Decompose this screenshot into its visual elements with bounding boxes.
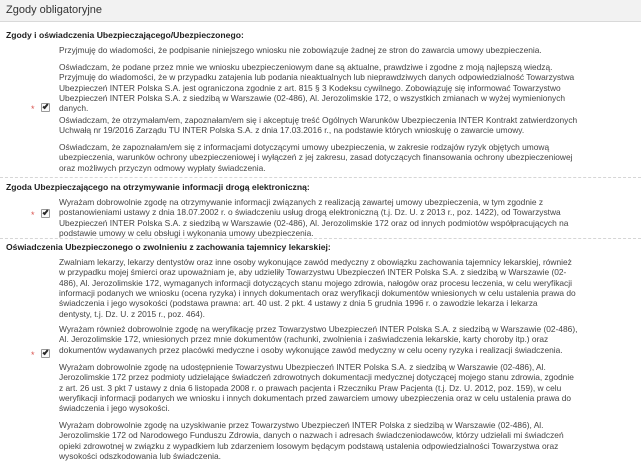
section-title-medical-secrecy: Oświadczenia Ubezpieczonego o zwolnieniu z zachowania tajemnicy lekarskiej: xyxy=(6,242,331,252)
paragraph-document-verification: Wyrażam również dobrowolnie zgodę na weryfikację przez Towarzystwo Ubezpieczeń INTER Polska S.A. z siedzibą w Warszawie (02-486), Al. Jerozolimskie 172, wniesionych przez mnie dokumentów (rachunki, zwolnienia i zaświadczenia lekarskie, karty choroby itp.) oraz dokumentów wydawanych przez placówki medyczne i osoby wykonujące zawód medyczny w celu oceny ryzyka i realizacji świadczenia. xyxy=(59,324,578,355)
checkmark-icon xyxy=(42,103,48,110)
section-header-title: Zgody obligatoryjne xyxy=(6,4,103,16)
paragraph-nfz-data: Wyrażam dobrowolnie zgodę na uzyskiwanie przez Towarzystwo Ubezpieczeń INTER Polska z siedzibą w Warszawie (02-486), Al. Jerozolimskie 172 od Narodowego Funduszu Zdrowia, danych o nazwach i adresach świadczeniodawców, którzy udzielali mi świadczeń opieki zdrowotnej w związku z wypadkiem lub zdarzeniem losowym będącym podstawą ustalenia odpowiedzialności Towarzystwa oraz wysokości odszkodowania lub świadczenia. xyxy=(59,420,564,462)
section-title-electronic-info: Zgoda Ubezpieczającego na otrzymywanie informacji drogą elektroniczną: xyxy=(6,182,310,192)
consent-checkbox-electronic-info[interactable] xyxy=(41,209,50,218)
paragraph-owu-acceptance: Oświadczam, że otrzymałam/em, zapoznałam/em się i akceptuję treść Ogólnych Warunków Ubezpieczenia INTER Kontrakt zatwierdzonych Uchwałą nr 19/2016 Zarządu TU INTER Polska S.A. z dnia 17.03.2016 r., na podstawie których wnioskuję o zawarcie umowy. xyxy=(59,115,578,136)
paragraph-contract-info: Oświadczam, że zapoznałam/em się z informacjami dotyczącymi umowy ubezpieczenia, w zakresie rodzajów ryzyk objętych umową ubezpieczenia, warunków ochrony ubezpieczeniowej i wyłączeń z jej zakresu, zasad dotyczących finansowania ochrony ubezpieczeniowej oraz możliwych przyczyn odmowy wypłaty świadczenia. xyxy=(59,142,573,173)
consent-checkbox-declarations[interactable] xyxy=(41,103,50,112)
required-marker: * xyxy=(31,210,35,220)
paragraph-no-obligation: Przyjmuję do wiadomości, że podpisanie niniejszego wniosku nie zobowiązuje żadnej ze stron do zawarcia umowy ubezpieczenia. xyxy=(59,45,542,55)
required-marker: * xyxy=(31,350,35,360)
section-divider xyxy=(0,238,641,239)
checkmark-icon xyxy=(42,209,48,216)
paragraph-data-accuracy: Oświadczam, że podane przez mnie we wniosku ubezpieczeniowym dane są aktualne, prawdziwe i zgodne z moją najlepszą wiedzą. Przyjmuję do wiadomości, że w przypadku zatajenia lub podania nieaktualnych lub nieprawdziwych danych odpowiedzialność Towarzystwa Ubezpieczeń INTER Polska S.A. jest ograniczona zgodnie z art. 815 § 3 Kodeksu cywilnego. Zobowiązuję się informować Towarzystwo Ubezpieczeń INTER Polska S.A. z siedzibą w Warszawie (02-486), Al. Jerozolimskie 172, o wszystkich zmianach w wyżej wymienionych danych. xyxy=(59,62,575,114)
consent-checkbox-medical-secrecy[interactable] xyxy=(41,349,50,358)
section-title-declarations: Zgody i oświadczenia Ubezpieczającego/Ubezpieczonego: xyxy=(6,30,244,40)
checkmark-icon xyxy=(42,349,48,356)
section-header xyxy=(0,0,641,22)
paragraph-electronic-consent: Wyrażam dobrowolnie zgodę na otrzymywanie informacji związanych z realizacją zawartej umowy ubezpieczenia, w tym zgodnie z postanowieniami ustawy z dnia 18.07.2002 r. o świadczeniu usług drogą elektroniczną (t.j. Dz. U. z 2013 r., poz. 1422), od Towarzystwa Ubezpieczeń INTER Polska S.A. z siedzibą w Warszawie (02-486), Al. Jerozolimskie 172 oraz od innych podmiotów współpracujących na podstawie umowy w celu obsługi i wykonania umowy ubezpieczenia. xyxy=(59,197,569,239)
section-divider xyxy=(0,177,641,178)
required-marker: * xyxy=(31,104,35,114)
paragraph-medical-release: Zwalniam lekarzy, lekarzy dentystów oraz inne osoby wykonujące zawód medyczny z obowiązku zachowania tajemnicy lekarskiej, również w przypadku mojej śmierci oraz upoważniam je, aby udzieliły Towarzystwu Ubezpieczeń INTER Polska S.A. z siedzibą w Warszawie (02- 486), Al. Jerozolimskie 172, wymaganych informacji dotyczących stanu mojego zdrowia, nałogów oraz procesu leczenia, w celu weryfikacji informacji podanych we wniosku (ocena ryzyka) i innych dokumentach oraz weryfikacji dokumentów wniesionych w celu ustalenia prawa do świadczenia i jego wysokości (podstawa prawna: art. 40 ust. 2 pkt. 4 ustawy z dnia 5 grudnia 1996 r. o zawodzie lekarza i lekarza dentysty, t.j. Dz. U. z 2015 r., poz. 464). xyxy=(59,257,576,319)
paragraph-medical-records-access: Wyrażam dobrowolnie zgodę na udostępnienie Towarzystwu Ubezpieczeń INTER Polska S.A. z siedzibą w Warszawie (02-486), Al. Jerozolimskie 172 przez podmioty udzielające świadczeń zdrowotnych dokumentacji medycznej dotyczącej mojego stanu zdrowia, zgodnie z art. 26 ust. 3 pkt 7 ustawy z dnia 6 listopada 2008 r. o prawach pacjenta i Rzeczniku Praw Pacjenta (t.j. Dz. U. 2012, poz. 159), w celu weryfikacji informacji podanych we wniosku i innych dokumentach przed zawarciem umowy ubezpieczenia oraz w celu ustalenia prawa do świadczenia i jego wysokości. xyxy=(59,362,574,414)
